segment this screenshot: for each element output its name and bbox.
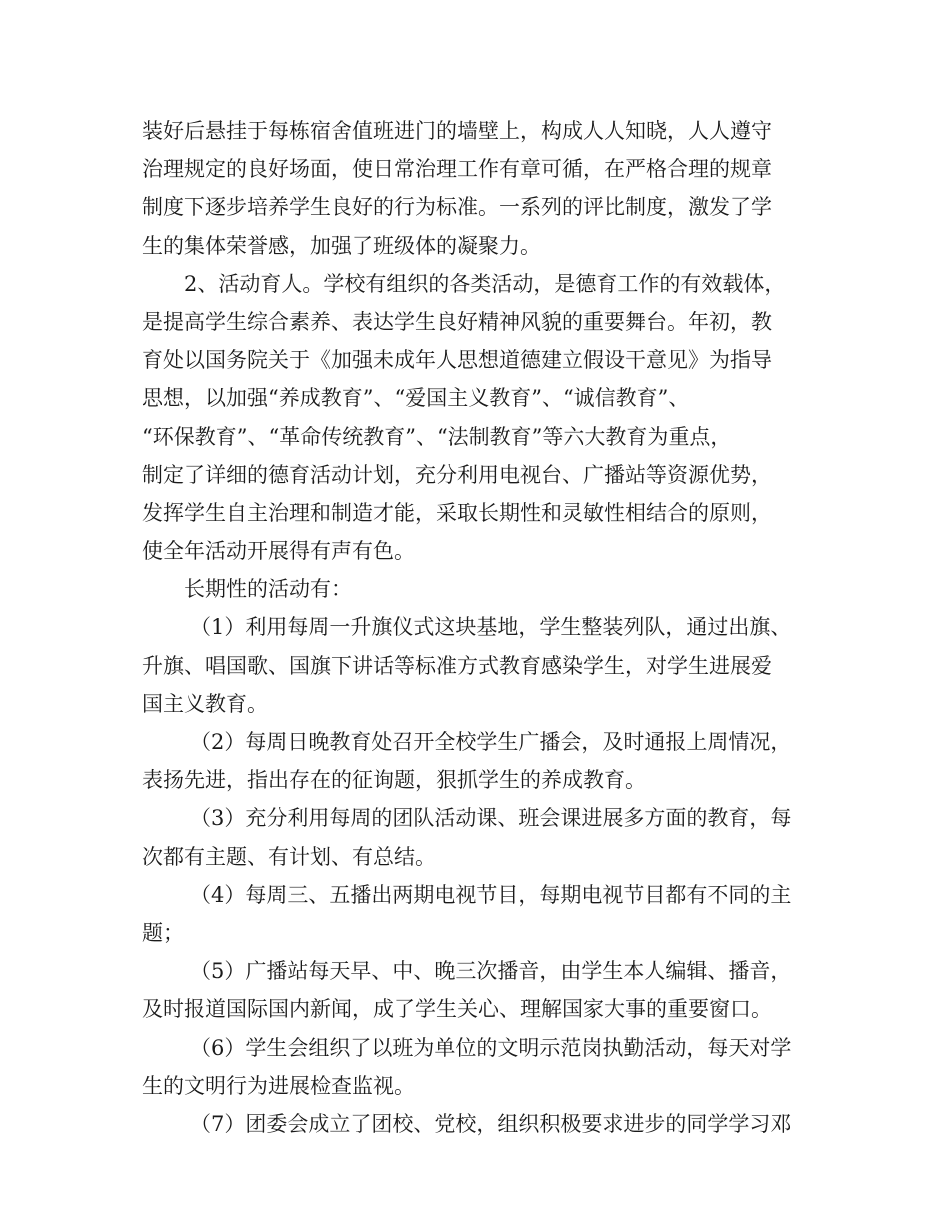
text-line: 生的文明行为进展检查监视。 — [142, 1073, 415, 1098]
text-line: 制度下逐步培养学生良好的行为标准。一系列的评比制度，激发了学 — [142, 195, 772, 220]
list-item-7: （7）团委会成立了团校、党校，组织积极要求进步的同学学习邓 — [190, 1111, 792, 1136]
text-line: 思想，以加强“养成教育”、“爱国主义教育”、“诚信教育”、 — [142, 386, 690, 411]
document-body — [142, 112, 832, 1143]
list-intro: 长期性的活动有： — [184, 577, 352, 602]
text-line: 升旗、唱国歌、国旗下讲话等标准方式教育感染学生，对学生进展爱 — [142, 653, 772, 678]
list-item-4: （4）每周三、五播出两期电视节目，每期电视节目都有不同的主 — [190, 882, 792, 907]
list-item-1: （1）利用每周一升旗仪式这块基地，学生整装列队，通过出旗、 — [190, 615, 792, 640]
list-item-2: （2）每周日晚教育处召开全校学生广播会，及时通报上周情况， — [190, 730, 792, 754]
text-line: 表扬先进，指出存在的征询题，狠抓学生的养成教育。 — [142, 768, 646, 793]
text-line: 发挥学生自主治理和制造才能，采取长期性和灵敏性相结合的原则， — [142, 500, 772, 525]
text-line: 生的集体荣誉感，加强了班级体的凝聚力。 — [142, 233, 541, 258]
text-line: 使全年活动开展得有声有色。 — [142, 539, 415, 564]
text-line: “环保教育”、“革命传统教育”、“法制教育”等六大教育为重点， — [142, 424, 732, 449]
text-line: 装好后悬挂于每栋宿舍值班进门的墙壁上，构成人人知晓，人人遵守 — [142, 119, 772, 143]
text-line: 及时报道国际国内新闻，成了学生关心、理解国家大事的重要窗口。 — [142, 997, 772, 1022]
text-line: 治理规定的良好场面，使日常治理工作有章可循，在严格合理的规章 — [142, 157, 772, 182]
paragraph-heading-activity: 2、活动育人。学校有组织的各类活动，是德育工作的有效载体， — [184, 271, 786, 296]
list-item-6: （6）学生会组织了以班为单位的文明示范岗执勤活动，每天对学 — [190, 1035, 792, 1060]
text-line: 制定了详细的德育活动计划，充分利用电视台、广播站等资源优势， — [142, 462, 772, 487]
list-item-3: （3）充分利用每周的团队活动课、班会课进展多方面的教育，每 — [190, 806, 792, 831]
text-line: 育处以国务院关于《加强未成年人思想道德建立假设干意见》为指导 — [142, 348, 772, 373]
text-line: 次都有主题、有计划、有总结。 — [142, 844, 436, 869]
text-line: 是提高学生综合素养、表达学生良好精神风貌的重要舞台。年初，教 — [142, 309, 772, 334]
list-item-5: （5）广播站每天早、中、晚三次播音，由学生本人编辑、播音， — [190, 959, 792, 984]
text-line: 题； — [142, 920, 184, 945]
text-line: 国主义教育。 — [142, 691, 268, 716]
